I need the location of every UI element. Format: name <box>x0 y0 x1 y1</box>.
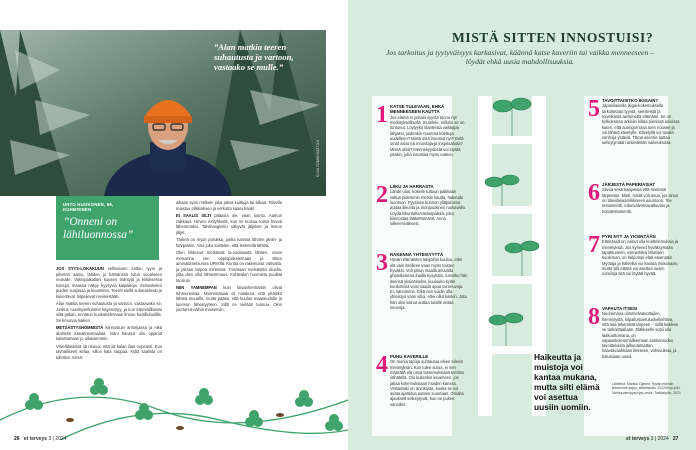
highlight-quote: Haikeutta ja muistoja voi kantaa mukana, mutta silti elämä voi asettua uusiin uomiin. <box>534 352 600 412</box>
sources-note: Lähteinä: Markku Ojanen: Hyvän elämän tekomonie-pejus, sittäimsidio, 2022/Kirja julkl. Vanhuuden/pysyvyys-muut, Tarkkatyöin, 2021 <box>612 382 681 395</box>
photo-credit: KUVA TOMMI MATTILA <box>316 140 320 178</box>
page-number: 26 <box>14 436 20 442</box>
right-intro: Jos tarkoitus ja tyytyväisyys karkasivat, käännä katse kaveriin tai vaikka menneeseen – löydät ehkä uusia mahdollisuuksia. <box>385 48 655 66</box>
issue-number: 3 | 2024 <box>48 436 67 442</box>
paragraph: Viiveliläisessä iiä neuvoi, että iiä kalan ilian nopeasti. Kun tavhalliseeti kelaa, sillon kala nappaa. Kyllä saalista on tullotlon. Kesä- <box>56 343 162 360</box>
tip-item-2: 2 LIIKU JA HARRASTA Lähde ulos, kokeile tuttuun paikkaan valtua pidemmin metsin kautta, hakeudu luontoon. Fyysisen kunnon ylläpidossa auttaa liikunta ja monipuolinen ruokavalio. Löydä liikuntaharrastuspaikka, joka kiinnostaa lääkettömänä. Anna silleneniväksesi. <box>376 182 467 227</box>
tip-item-8: 8 VAPAUTA ITSESI Nuoremana olimmelvatuottajien, hienestystä, kilpailustoetuluokelleihtiva, että saa tekemistä tarpeen – niillä kaikkee se tarkoittaakaan. Eläkkeelle sopii olla laakuuttomana, on vapauskolemmalleemaan sankarouden tavoitteloista jalkuutamattan, haastavaahkaan ilmiseen, vahvuuksia, ja haluisiaan uusia. <box>588 304 679 359</box>
paragraph: aikaan syön melkein joka päivä kuitkuja tai siikaa. Talvella maistuu pilkkiahven ja verkotta saatu haukl. <box>176 200 282 211</box>
tip-item-1: 1 KATSE TULEVAAN, EHKÄ MENNEESEEN KAUTTA Jos elämä ei jostain syystä tunnu nyt merkityksellisellä, mutelele, millolin se on tuntunut. Löytyykö tilanteista vaikkapa lahjaksi, joidenkin nuorena koettuja uudelleen? Mistä sinä innostut nyt? Entä omat asiat vai innostaja-ja inspiraatiota? Missä olisit? Mennekyydestä voi löytää jotakin, joka innostaa myös uuteen. <box>376 102 465 157</box>
text-column-2 <box>176 200 282 315</box>
right-title: MISTÄ SITTEN INNOSTUISI? <box>452 30 654 45</box>
right-footer <box>626 436 678 442</box>
clover-decoration <box>0 360 348 440</box>
tip-item-7: 7 PYRI NYT JA YKSINTÄÄN Elämässä on voinut olla koettelemuksia ja menetyksiä. Jos kyhenet hyväksymään tapahtuneen, esimerkiksi läheisen kuoleman, on helpompi elää eteenpäin. Myötaja ja halvelka voi kantaa mukanaan, mutta silti elämä voi asettua uusiin uomiinja sitä voi löytää hyvää. <box>588 232 679 277</box>
tip-item-5: 5 TAVOITTAISITKO IKIGAIN? Japanilaisella ikigai-kokemuksella tarkoitetaan tyyntä, seesteistä ja toiveikasta awnenetta elämään. Se on kytkoksissa arkisiin kiltaa pienissä asioissa kuten, että auringon lasa tuen nousee ja voi lähteä kävelylle. Kävelyllä voi tavata vanhoja ystäviä. Tämä asenne auttaa selviytymään arkielämän vaikeuksista. <box>588 96 680 146</box>
tip-item-3: 3 RAKENNA YHTEISYYTTÄ Hyvän elämänten tekijöihin kuuluu, ettei elä vain itselleen vaan myös toisten hyväksi. Voit pikun maalla asuvalta ghanalaisena ihailla kysyttäin, tunsitko hän itsensä yksinäiseksi, kuuluuko kylän kuulumisia voisi saada apua tai neuvoja. Ei, sanoimme. Eikä nen voidin olla yhteistyö vaan silloi, ettei ollut kaskin. Jota hän olisi vainut auttaa toisille antaa neuvoja. <box>376 250 468 311</box>
profile-block <box>56 196 159 260</box>
article-title: ”Onneni on lähiluonnossa” <box>63 216 134 241</box>
page-number: 27 <box>672 436 679 442</box>
paragraph: NIIN YAMNEMPAN kuin laivanhermattiin olivat tuhmuneisaa. Nooremasiaa oli maalesa, että pitäiskö lähteä muualle, mutta päätin, että kuulun maaseudulle ja luonnon läheisyyteen. Sillä ne vielään tunnuu. Olen juurtunut näihin maisemiin. <box>176 285 282 312</box>
text-column-1 <box>56 266 162 362</box>
paragraph: Olen liikkunut metsässä ta-vuotiaasta lähtien, ensin metsurina sen oppiopiskelemaan ja sitten ammattimetsurina UPM:llä. Kuntta on rakentunut vahvalta, ja jaksan tarpoa metsissä. Toisinaan metsästän aluella, jolta olen ollut lähtiemmaus. Kohteiden huomista puolitat taorruin. <box>176 250 282 283</box>
paragraph: METSÄSTYSHÖMMISTÄ kiinnostuin armeijassa ja nikä aloittelin kanalintumaaliaa. Isäni kanssa olin oppinut kalastamaan jo aikaisemmin. <box>56 325 162 341</box>
magazine-name: et terveys <box>23 436 48 442</box>
tip-item-6: 6 JÄRJESTÄ PAPERIASIAT Siivoa sekä kaapeista että mielestä tarpeeton. Mieti, mistä voit asua, jos sinun on tilaviilasaarnikkiseen asuntoon. Tee testamentti, edunvalvontavaltuutus ja hoitotestamentti. <box>588 180 679 214</box>
paragraph: EI SAALIS SILTI pääasia ole, vaan luonto. Aamun raikkaus. Hirven mölyhkeitä, kun se kutsuu toista hirveä lähemmäksi. Talvihanginkin näkyvät jäljelset ja lenton jäljet. <box>176 213 282 235</box>
pull-quote: ”Alan matkia teeren suhautusta ja vartoon, vastaako se mulle.” <box>214 42 294 72</box>
paragraph: Alan matkia teeren suhautusta ja vartoon, vastaavako se. Joskus ruovikysellomme käynnistyy, ja kun kärevälillaessi siitä jatkan, ennätun huokuttelemaan linnun huolilluhoillile. Se kruunaa kaiken. <box>56 301 162 323</box>
issue-number: 3 | 2024 <box>650 436 669 442</box>
paragraph: JOS SYYS-LOKAKUUN vehkeseen sattuu tyyni ja pilvetön aamu, lähden jo hämärissä tutun suoalueen reunalle. Vakiopaikallani kuusen mäntyjä ja kiiluksessa koivuja, maassa näkyy kyysyvia kaipaiiloja. Seisoskelen puiden suojassa ja kuuntelen. Teeret siellä suhautelevat ja kukertavat, kilpailevat reviireistään. <box>56 266 162 299</box>
left-footer <box>14 436 66 442</box>
tip-item-4: 4 PUHU KAVERILLE On monia tapoja suhtautua eleen tulevin menetyksiin. Kun tulee surua, ei sen määrällä elä omia tuntemuksiaan tarvitse vähätellä. Olo kuitenkin keveneen, jos jakaa kokemuksiaan muiden kanssa. Vertaistuki on arvokasta, koska se voi avata ajattelua uuteen suuntaan. Omalta ajaukselt selkeytyvät, kun ne pukee sanoiksi. <box>376 352 465 407</box>
profile-name: UNTO HUOKONEN, 69, KUHMOINEN <box>63 202 114 213</box>
magazine-name: et terveys <box>626 436 650 442</box>
paragraph: Tärkeä on myös porukka, jonka kanssa lähden jäniin- ja hirvijahtiin. Aina joku soittelee, että lenkeellä lähteä. <box>176 237 282 248</box>
